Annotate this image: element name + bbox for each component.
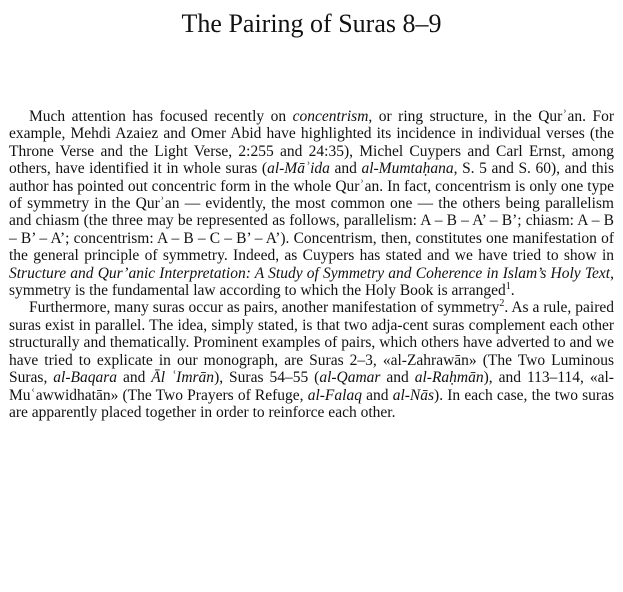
text-run: Furthermore, many suras occur as pairs, another manifestation of symmetry (29, 299, 500, 317)
italic-text: al-Qamar (319, 369, 381, 387)
italic-text: al-Mumtaḥana (361, 160, 454, 178)
italic-text: al-Nās (392, 386, 435, 404)
text-run: and (380, 369, 415, 387)
italic-text: Structure and Qur’anic Interpretation: A Study of Symmetry and Coherence in Islam’s Holy Text (9, 264, 611, 282)
paragraph-2 (9, 299, 614, 421)
text-run: ). In each case, the two suras are apparently placed together in order to reinforce each other. (9, 386, 614, 421)
italic-text: al-Raḥmān (414, 369, 484, 387)
text-run: , S. 5 and S. 60), and this author has pointed out concentric form in the whole Qurʾan. In fact, concentrism is only one type of symmetry in the Qurʾan — evidently, the most common one — the others being parallelism and chiasm (the three may be represented as follows, parallelism: A – B – A’ – B’; chiasm: A – B – B’ – A’; concentrism: A – B – C – B’ – A’). Concentrism, then, constitutes one manifestation of the general principle of symmetry. Indeed, as Cuypers has stated and we have tried to show in (9, 160, 614, 265)
paragraph-1 (9, 108, 614, 299)
text-run: , or ring structure, in the Qurʾan. For example, Mehdi Azaiez and Omer Abid have highlighted its incidence in individual verses (the Throne Verse and the Light Verse, 2:255 and 24:35), Michel Cuypers and Carl Ernst, among others, have identified it in whole suras ( (9, 108, 614, 178)
footnote-marker[interactable]: 2 (499, 298, 505, 310)
text-run: ), and 113–114, «al-Muʿawwidhatān» (The Two Prayers of Refuge, (9, 369, 614, 404)
text-run: and (329, 160, 362, 178)
text-run: ), Suras 54–55 ( (214, 369, 320, 387)
text-run: and (361, 386, 393, 404)
chapter-title: The Pairing of Suras 8–9 (181, 9, 442, 38)
footnote-marker[interactable]: 1 (505, 280, 511, 292)
text-run: , symmetry is the fundamental law according to which the Holy Book is arranged (9, 264, 614, 300)
text-run: Much attention has focused recently on (29, 108, 293, 125)
text-run: . As a rule, paired suras exist in parallel. The idea, simply stated, is that two adja-cent suras complement each other structurally and thematically. Prominent examples of pairs, which others have adverted to and we have tried to explicate in our monograph, are Suras 2–3, «al-Zahrawān» (The Two Luminous Suras, (9, 299, 614, 387)
italic-text: concentrism (292, 108, 369, 125)
italic-text: Āl ʿImrān (151, 369, 215, 387)
text-run: and (117, 369, 152, 387)
text-run: . (510, 282, 515, 300)
document-body (9, 108, 614, 421)
italic-text: al-Baqara (53, 369, 117, 387)
italic-text: al-Falaq (307, 386, 362, 404)
italic-text: al-Māʾida (267, 160, 330, 178)
